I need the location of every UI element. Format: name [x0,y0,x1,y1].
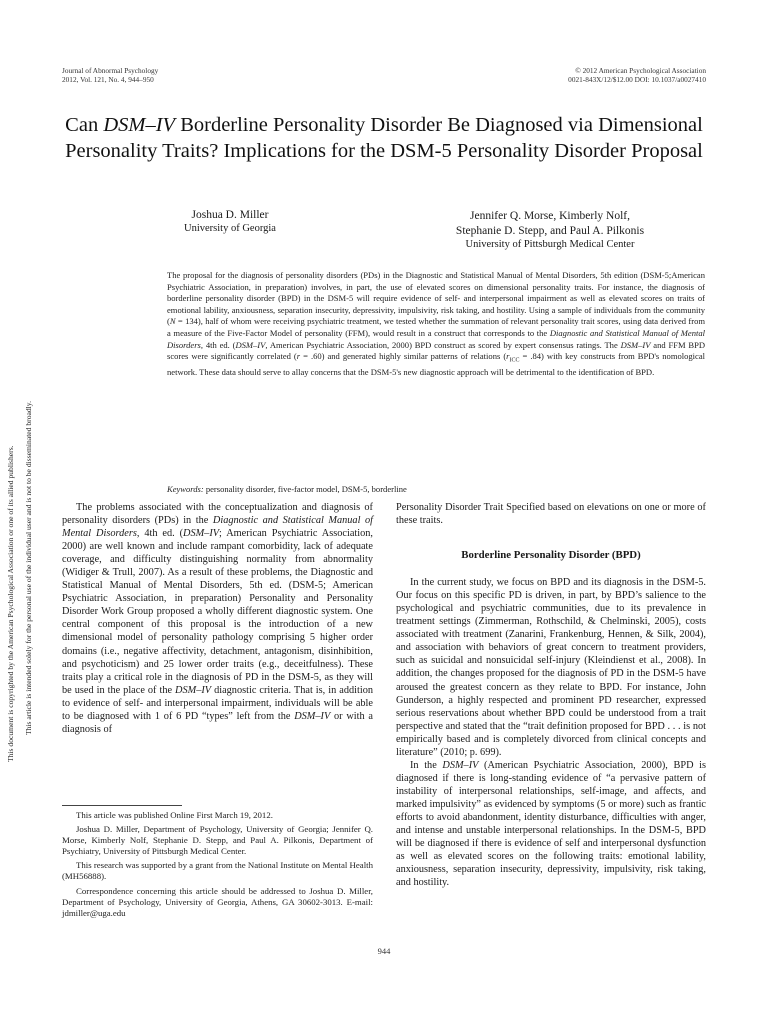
abstract-italic: Diagnostic and Statistical Manual of Mental Disorders [167,327,705,350]
footnote-divider [62,805,182,806]
abstract-text: = .84) with key constructs from BPD's nomological network. These data should serve to allay concerns that the DSM-5's new diagnostic approach will be detrimental to the identification of BPD. [167,351,705,378]
sidebar-line-2: This article is intended solely for the personal use of the individual user and is not to be disseminated broadly. [24,401,33,735]
body-paragraph [396,759,706,889]
body-text: The problems associated with the conceptualization and diagnosis of personality disorders (PDs) in the [62,502,373,527]
abstract-italic: r [506,351,510,362]
abstract-italic: DSM–IV [235,339,266,350]
author-block-right [395,209,705,251]
body-italic: DSM–IV [183,528,220,540]
footnotes [62,810,373,922]
title-text: Can [65,114,104,136]
keywords-text: personality disorder, five-factor model, DSM-5, borderline [203,484,407,494]
article-title [62,112,706,164]
abstract-text: = .60) and generated highly similar patterns of relations ( [300,351,507,362]
body-paragraph: In the current study, we focus on BPD and its diagnosis in the DSM-5. Our focus on this specific PD is driven, in part, by BPD’s salience to the psychological and psychiatric communities, due to its prevalence in treatment settings (Zimmerman, Rothschild, & Chelminski, 2005), costs associated with treatment (Zanarini, Frankenburg, Hennen, & Silk, 2004), and association with behaviors of great concern to treatment providers, such as suicidal and nonsuicidal self-injury (Kleindienst et al., 2008). In addition, the changes proposed for the diagnosis of PD in the DSM-5 have aroused the greatest concern as they relate to BPD. For instance, John Gunderson, a highly respected and prominent PD researcher, expressed serious reservations about whether BPD could be understood from a trait perspective and stated that the “trait definition proposed for BPD . . . is not empirically based and is completely divorced from clinical concepts and literature” (2010; p. 699). [396,577,706,758]
author-affiliation: University of Pittsburgh Medical Center [465,239,635,250]
body-italic: Diagnostic and Statistical Manual of Mental Disorders [62,515,373,540]
author-block-left [140,209,320,235]
author-names-line1: Jennifer Q. Morse, Kimberly Nolf, [469,210,630,222]
volume-info: 2012, Vol. 121, No. 4, 944–950 [62,75,154,84]
author-affiliation: University of Georgia [184,223,276,234]
abstract-subscript: ICC [509,357,520,364]
body-text: or with a diagnosis of [62,710,374,735]
section-heading: Borderline Personality Disorder (BPD) [461,549,641,562]
body-paragraph-continued: Personality Disorder Trait Specified based on elevations on one or more of these traits. [396,502,706,527]
body-italic: DSM–IV [175,684,212,696]
author-names-line2: Stephanie D. Stepp, and Paul A. Pilkonis [455,225,645,237]
body-right-column [396,501,706,889]
keywords [167,484,705,495]
abstract-text: and FFM BPD scores were significantly correlated ( [167,339,705,362]
abstract-italic: N [169,316,176,327]
footnote: Joshua D. Miller, Department of Psychology, University of Georgia; Jennifer Q. Morse, Kimberly Nolf, Stephanie D. Stepp, and Paul A. Pilkonis, Department of Psychiatry, University of Pittsburgh Medical Center. [62,824,373,857]
abstract-italic: DSM–IV [620,339,651,350]
body-left-column [62,501,373,736]
body-italic: DSM–IV [294,710,331,722]
abstract [167,270,705,379]
journal-header [62,66,158,84]
page-number: 944 [377,946,391,956]
issn-doi: 0021-843X/12/$12.00 DOI: 10.1037/a0027410 [568,75,706,84]
author-name: Joshua D. Miller [191,209,269,221]
abstract-text: , 4th ed. ( [200,339,236,350]
footnote: Correspondence concerning this article should be addressed to Joshua D. Miller, Department of Psychology, University of Georgia, Athens, GA 30602-3013. E-mail: jdmiller@uga.edu [62,885,373,918]
copyright-notice: © 2012 American Psychological Association [575,66,706,75]
journal-name: Journal of Abnormal Psychology [62,66,159,75]
body-text: diagnostic criteria. That is, in addition to evidence of self- and interpersonal impairment, individuals will be able to be diagnosed with 1 of 6 PD “types” left from the [62,684,373,722]
footnote: This research was supported by a grant from the National Institute on Mental Health (MH56888). [62,860,373,882]
body-text: (American Psychiatric Association, 2000), BPD is diagnosed if there is long-standing evidence of “a pervasive pattern of instability of interpersonal relationships, self-image, and affects, and marked impulsivity” as evidenced by symptoms (5 or more) such as frantic efforts to avoid abandonment, identity disturbance, difficulties with anger, and intense and unstable interpersonal relationships. In the DSM-5, BPD will be diagnosed if there is evidence of self and interpersonal dysfunction as well as elevated scores on the following traits: emotional lability, anxiousness, separation insecurity, depressivity, impulsivity, risk taking, and hostility. [396,759,706,889]
copyright-header [568,66,706,84]
body-text: ; American Psychiatric Association, 2000) are well known and include rampant comorbidity, lack of adequate coverage, and difficulty distinguishing normality from abnormality (Widiger & Trull, 2007). As a result of these problems, the Diagnostic and Statistical Manual of Mental Disorders, 5th ed. (DSM-5; American Psychiatric Association, in preparation) Personality and Personality Disorder Work Group proposed a wholly different diagnostic system. One central component of this proposal is the introduction of a new dimensional model of personality pathology comprising 5 higher order domains (i.e., negative affectivity, detachment, antagonism, disinhibition, and psychoticism) and 25 lower order traits (e.g., deceitfulness). These traits play a critical role in the diagnosis of PD in the DSM-5, as they will be used in the place of the [62,528,373,696]
body-italic: DSM–IV [442,759,479,771]
title-text-rest: Borderline Personality Disorder Be Diagnosed via Dimensional Personality Traits? Implications for the DSM-5 Personality Disorder Proposal [65,114,703,162]
title-italic: DSM–IV [103,114,176,136]
body-text: , 4th ed. ( [136,528,184,540]
abstract-italic: r [296,351,301,362]
sidebar-line-1: This document is copyrighted by the American Psychological Association or one of its allied publishers. [6,445,15,762]
body-paragraph [62,501,373,736]
footnote: This article was published Online First March 19, 2012. [76,810,273,820]
keywords-label: Keywords: [167,484,204,494]
abstract-text: The proposal for the diagnosis of personality disorders (PDs) in the Diagnostic and Statistical Manual of Mental Disorders, 5th edition (DSM-5;American Psychiatric Association, in preparation) involves, in part, the use of elevated scores on dimensional personality traits. For instance, the diagnosis of borderline personality disorder (BPD) in the DSM-5 will require evidence of self- and interpersonal impairment as well as elevated scores on traits of emotional lability, anxiousness, separation insecurity, depressivity, impulsivity, risk taking, and hostility. Using a sample of individuals from the community ( [167,270,705,327]
abstract-text: , American Psychiatric Association, 2000) BPD construct as scored by expert consensus ratings. The [265,339,621,350]
abstract-text: = 134), half of whom were receiving psychiatric treatment, we tested whether the summation of relevant personality trait scores, using data derived from a measure of the Five-Factor Model of personality (FFM), would result in a construct that corresponds to the [167,316,705,338]
body-text: In the [410,759,443,771]
